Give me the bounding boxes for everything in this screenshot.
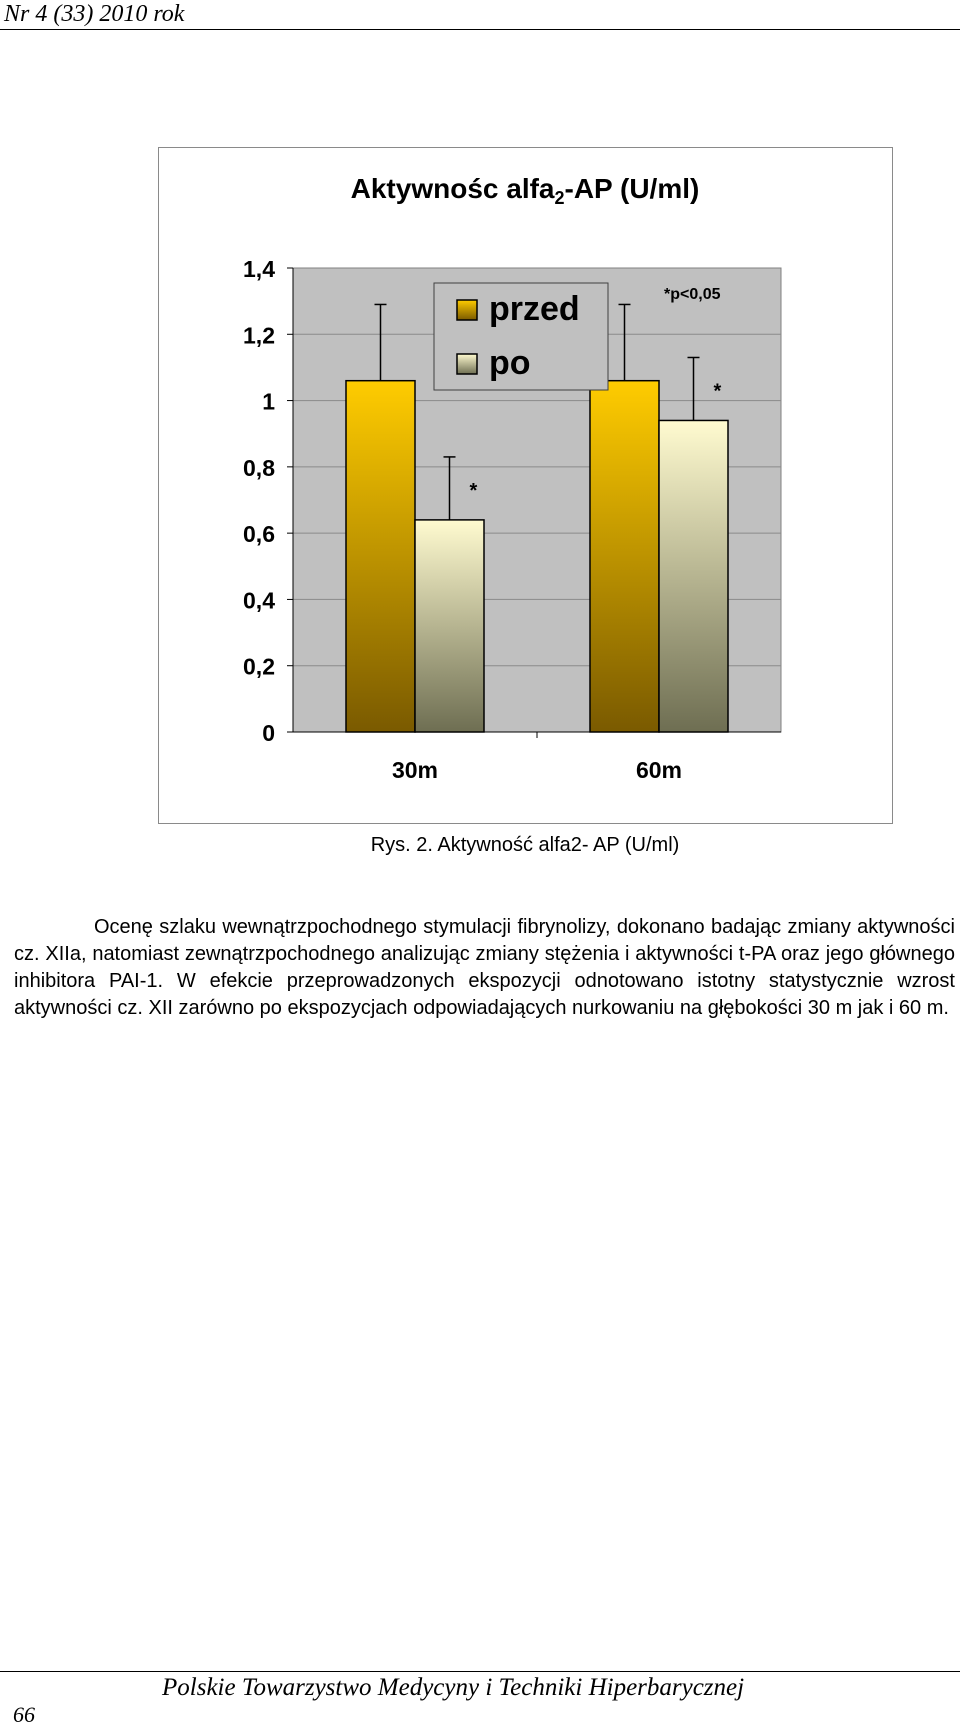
- y-tick-label: 1,2: [243, 322, 275, 349]
- legend-label-przed: przed: [489, 290, 580, 328]
- y-tick-label: 0,6: [243, 521, 275, 548]
- legend-swatch-po: [457, 354, 477, 374]
- chart-title-main: Aktywnośc alfa: [350, 173, 555, 204]
- significance-marker: *: [469, 479, 478, 502]
- body-text: [14, 914, 955, 1022]
- y-tick-label: 0,4: [243, 587, 275, 614]
- bar-po-30m: [415, 520, 484, 732]
- y-tick-label: 0: [262, 720, 275, 746]
- y-tick-label: 1: [262, 388, 275, 415]
- y-tick-label: 1,4: [243, 256, 275, 282]
- bar-przed-30m: [346, 381, 415, 732]
- legend-label-po: po: [489, 344, 531, 382]
- y-tick-label: 0,2: [243, 653, 275, 680]
- x-axis-labels: [392, 732, 682, 783]
- figure-caption: Rys. 2. Aktywność alfa2- AP (U/ml): [370, 834, 680, 856]
- footer-rule: [0, 1671, 960, 1672]
- page-header: [0, 0, 960, 30]
- legend: [434, 283, 608, 390]
- legend-swatch-przed: [457, 300, 477, 320]
- x-tick-label: 30m: [391, 757, 439, 783]
- page-number: 66: [13, 1702, 35, 1727]
- chart-title-subscript: 2: [554, 188, 565, 208]
- body-paragraph: Ocenę szlaku wewnątrzpochodnego stymulacji fibrynolizy, dokonano badając zmiany aktywności cz. XIIa, natomiast zewnątrzpochodnego analizując zmiany stężenia i aktywności t-PA oraz jego głównego inhibitora PAI-1. W efekcie przeprowadzonych ekspozycji odnotowano istotny statystycznie wzrost aktywności cz. XII zarówno po ekspozycjach odpowiadających nurkowaniu na głębokości 30 m jak i 60 m.: [14, 916, 955, 1019]
- significance-note: *p<0,05: [664, 286, 721, 303]
- chart-title-tail: -AP (U/ml): [564, 173, 700, 204]
- x-tick-label: 60m: [635, 757, 683, 783]
- issue-label: Nr 4 (33) 2010 rok: [4, 1, 185, 27]
- bar-przed-60m: [590, 381, 659, 732]
- journal-name: Polskie Towarzystwo Medycyny i Techniki Hiperbarycznej: [162, 1674, 745, 1701]
- significance-marker: *: [713, 380, 722, 403]
- chart-frame: [158, 147, 893, 824]
- bar-po-60m: [659, 420, 728, 732]
- y-tick-label: 0,8: [243, 454, 275, 481]
- chart-title: [351, 173, 700, 208]
- bar-chart: [159, 148, 892, 823]
